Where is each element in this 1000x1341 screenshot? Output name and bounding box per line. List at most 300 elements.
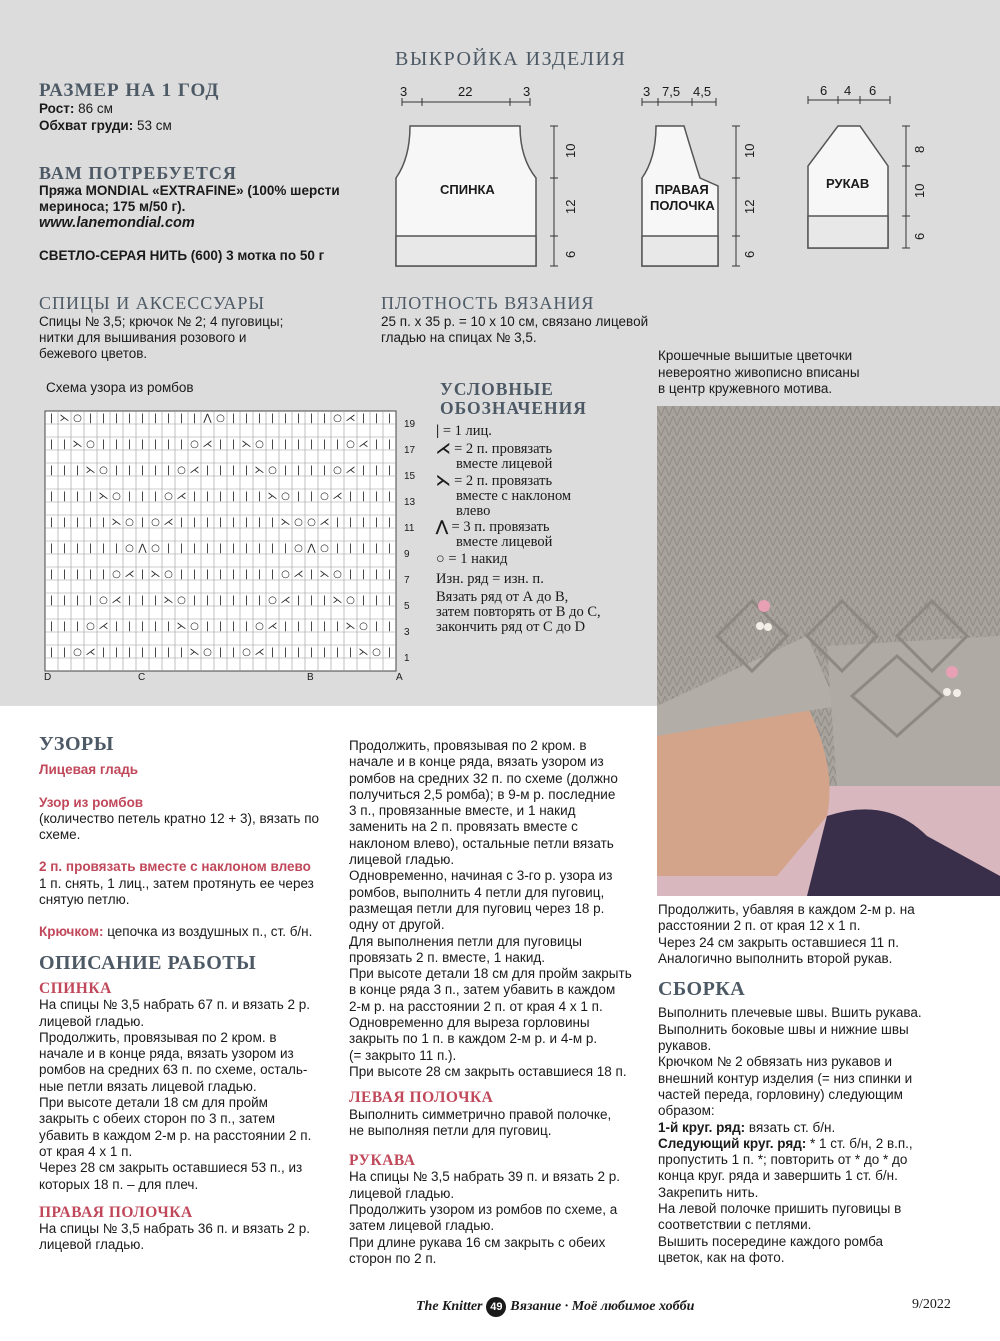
k3tog-symbol-icon: ⋀ <box>436 519 448 535</box>
pattern-schematic <box>380 78 980 278</box>
front-instructions <box>39 1221 334 1254</box>
chart-stitch-symbol: ⋋ <box>267 491 278 502</box>
front-continued <box>349 738 644 1080</box>
chart-stitch-symbol: | <box>361 491 366 502</box>
col2-line-9: Одновременно, начиная с 3-го р. узора из <box>349 868 613 884</box>
legend-k3tog: ⋀ = 3 п. провязать вместе лицевой <box>436 519 553 550</box>
chart-stitch-symbol: ⋋ <box>280 517 291 528</box>
chart-stitch-symbol: | <box>153 465 158 476</box>
chart-stitch-symbol: | <box>335 517 340 528</box>
chart-stitch-symbol: | <box>205 569 210 580</box>
chart-stitch-symbol: | <box>309 413 314 424</box>
chart-stitch-symbol: | <box>387 413 392 424</box>
chart-stitch-symbol: ○ <box>99 465 108 476</box>
front-piece <box>642 84 757 266</box>
chart-stitch-symbol: | <box>192 543 197 554</box>
chart-stitch-symbol: ⋌ <box>124 569 135 580</box>
sleeve-line-2: лицевой гладью. <box>349 1185 455 1201</box>
chart-stitch-symbol: | <box>335 647 340 658</box>
assembly-line-1: Выполнить плечевые швы. Вшить рукава. <box>658 1005 922 1021</box>
chart-stitch-symbol: ○ <box>216 413 225 424</box>
row-17: 17 <box>404 445 416 456</box>
chart-stitch-symbol: ⋌ <box>345 465 356 476</box>
chart-stitch-symbol: | <box>140 413 145 424</box>
ssk-line-2: снятую петлю. <box>39 892 130 908</box>
chart-stitch-symbol: | <box>127 595 132 606</box>
chart-stitch-symbol: ⋌ <box>293 569 304 580</box>
chart-stitch-symbol: | <box>244 569 249 580</box>
front-heading: ПРАВАЯ ПОЛОЧКА <box>39 1203 193 1221</box>
yarn-line-2: мериноса; 175 м/50 г). <box>39 199 186 214</box>
chart-stitch-symbol: ⋀ <box>203 413 212 424</box>
chart-stitch-symbol: ○ <box>177 465 186 476</box>
chart-stitch-symbol: | <box>296 491 301 502</box>
chart-stitch-symbol: ⋋ <box>150 569 161 580</box>
chart-stitch-symbol: | <box>75 595 80 606</box>
legend-ws-row: Изн. ряд = изн. п. <box>436 571 544 587</box>
back-line-8: закрыть с обеих сторон по 3 п., затем <box>39 1111 276 1127</box>
chart-stitch-symbol: | <box>270 569 275 580</box>
col2-line-4: получиться 2,5 ромба); в 9-м р. последние <box>349 786 616 802</box>
chart-stitch-symbol: | <box>348 491 353 502</box>
chart-stitch-symbol: ○ <box>203 647 212 658</box>
chart-stitch-symbol: ⋌ <box>332 491 343 502</box>
chart-stitch-symbol: | <box>244 491 249 502</box>
chart-stitch-symbol: | <box>179 413 184 424</box>
chart-stitch-symbol: | <box>49 569 54 580</box>
ssk-symbol-icon: ⋋ <box>436 473 451 489</box>
chart-stitch-symbol: ⋋ <box>59 413 70 424</box>
chart-stitch-symbol: | <box>179 517 184 528</box>
chart-stitch-symbol: | <box>296 647 301 658</box>
chart-stitch-symbol: | <box>205 517 210 528</box>
chart-stitch-symbol: | <box>322 413 327 424</box>
chart-stitch-symbol: | <box>205 543 210 554</box>
chart-stitch-symbol: | <box>374 621 379 632</box>
chart-stitch-symbol: | <box>231 647 236 658</box>
final-line-5: соответствии с петлями. <box>658 1217 812 1233</box>
back-dim-armhole: 10 <box>563 143 578 158</box>
chart-stitch-symbol: | <box>244 595 249 606</box>
col2-line-20: (= закрыто 11 п.). <box>349 1047 457 1063</box>
chart-stitch-symbol: | <box>179 439 184 450</box>
legend-ssk: ⋋ = 2 п. провязать вместе с наклоном влево <box>436 473 572 519</box>
ssk-heading: 2 п. провязать вместе с наклоном влево <box>39 859 311 875</box>
chart-stitch-symbol: | <box>179 569 184 580</box>
chart-stitch-symbol: | <box>296 621 301 632</box>
chart-stitch-symbol: | <box>270 413 275 424</box>
needles-line-1: Спицы № 3,5; крючок № 2; 4 пуговицы; <box>39 314 284 329</box>
chart-stitch-symbol: | <box>140 647 145 658</box>
col2-line-13: Для выполнения петли для пуговицы <box>349 933 582 949</box>
chart-stitch-symbol: ⋋ <box>319 569 330 580</box>
chart-stitch-symbol: | <box>127 465 132 476</box>
col2-line-19: закрыть по 1 п. в каждом 2-м р. и 4-м р. <box>349 1031 598 1047</box>
final-line-2: конца круг. ряда и завершить 1 ст. б/н. <box>658 1168 898 1184</box>
chart-stitch-symbol: | <box>361 543 366 554</box>
back-instructions <box>39 997 334 1193</box>
sleeve-line-4: затем лицевой гладью. <box>349 1218 495 1234</box>
chart-stitch-symbol: | <box>348 569 353 580</box>
chart-stitch-symbol: ⋋ <box>358 647 369 658</box>
chart-stitch-symbol: | <box>153 621 158 632</box>
row-3: 3 <box>404 627 410 638</box>
chart-stitch-symbol: | <box>231 595 236 606</box>
chart-stitch-symbol: ⋌ <box>163 517 174 528</box>
chart-stitch-symbol: ○ <box>190 621 199 632</box>
chart-stitch-symbol: | <box>283 439 288 450</box>
gauge-line-1: 25 п. х 35 р. = 10 х 10 см, связано лицевой <box>381 314 649 329</box>
chart-stitch-symbol: | <box>114 543 119 554</box>
chart-stitch-symbol: | <box>62 647 67 658</box>
chart-stitch-symbol: | <box>322 439 327 450</box>
col2-line-12: одну от другой. <box>349 917 445 933</box>
chart-stitch-symbol: | <box>361 595 366 606</box>
chart-stitch-symbol: | <box>296 439 301 450</box>
back-line-1: На спицы № 3,5 набрать 67 п. и вязать 2 р. <box>39 997 311 1013</box>
back-line-7: При высоте детали 18 см для пройм <box>39 1095 268 1111</box>
chart-stitch-symbol: | <box>374 543 379 554</box>
chart-stitch-symbol: | <box>348 543 353 554</box>
sleeves-heading: РУКАВА <box>349 1152 416 1170</box>
chart-stitch-symbol: | <box>49 621 54 632</box>
chart-stitch-symbol: | <box>257 491 262 502</box>
chart-stitch-symbol: ○ <box>242 647 251 658</box>
back-line-11: Через 28 см закрыть оставшиеся 53 п., из <box>39 1160 303 1176</box>
chart-stitch-symbol: | <box>257 517 262 528</box>
chart-stitch-symbol: | <box>218 491 223 502</box>
chart-stitch-symbol: | <box>374 465 379 476</box>
chart-stitch-symbol: | <box>75 543 80 554</box>
work-heading: ОПИСАНИЕ РАБОТЫ <box>39 951 257 974</box>
chart-stitch-symbol: | <box>387 465 392 476</box>
gauge-heading: ПЛОТНОСТЬ ВЯЗАНИЯ <box>381 293 595 313</box>
chart-stitch-symbol: | <box>166 465 171 476</box>
chart-stitch-symbol: | <box>101 413 106 424</box>
chart-stitch-symbol: | <box>218 569 223 580</box>
chart-stitch-symbol: | <box>322 595 327 606</box>
front-line-2: лицевой гладью. <box>39 1237 145 1253</box>
back-piece <box>396 84 578 266</box>
chart-stitch-symbol: | <box>309 491 314 502</box>
chart-stitch-symbol: | <box>374 439 379 450</box>
chart-stitch-symbol: | <box>205 595 210 606</box>
chart-stitch-symbol: ○ <box>151 517 160 528</box>
issue-number: 9/2022 <box>912 1297 951 1312</box>
label-a: A <box>396 672 403 683</box>
sleeves-instructions <box>349 1169 644 1267</box>
row-15: 15 <box>404 471 416 482</box>
chart-stitch-symbol: | <box>88 543 93 554</box>
col3-line-1: Продолжить, убавляя в каждом 2-м р. на <box>658 902 915 917</box>
sleeve-dim-cap: 8 <box>912 145 927 153</box>
chart-stitch-symbol: | <box>283 621 288 632</box>
photo-caption: Крошечные вышитые цветочки невероятно живописно вписаны в центр кружевного мотива. <box>658 348 860 396</box>
column-3 <box>658 902 958 1266</box>
hook-line: Крючком: цепочка из воздушных п., ст. б/н. <box>39 924 313 940</box>
chart-stitch-symbol: | <box>140 569 145 580</box>
chart-stitch-symbol: | <box>62 569 67 580</box>
row-19: 19 <box>404 419 416 430</box>
chart-stitch-symbol: ○ <box>164 491 173 502</box>
chart-stitch-symbol: ○ <box>320 543 329 554</box>
chart-stitch-symbol: | <box>75 491 80 502</box>
chart-stitch-symbol: ⋌ <box>176 491 187 502</box>
front-dim-1: 3 <box>643 84 651 99</box>
chart-stitch-symbol: ○ <box>346 439 355 450</box>
back-dim-neck: 22 <box>458 84 473 99</box>
sleeve-line-1: На спицы № 3,5 набрать 39 п. и вязать 2 р. <box>349 1169 621 1185</box>
sleeve-dim-body: 10 <box>912 183 927 198</box>
front-label-1: ПРАВАЯ <box>655 182 709 197</box>
col2-line-10: ромбов, выполнить 4 петли для пуговиц, <box>349 884 605 900</box>
row-13: 13 <box>404 497 416 508</box>
chart-stitch-symbol: | <box>296 595 301 606</box>
chart-stitch-symbol: | <box>166 439 171 450</box>
sleeve-line-6: сторон по 2 п. <box>349 1250 437 1266</box>
assembly-instructions <box>658 1005 958 1119</box>
back-label: СПИНКА <box>440 182 495 197</box>
chart-stitch-symbol: | <box>335 439 340 450</box>
chart-stitch-symbol: ⋋ <box>176 621 187 632</box>
sleeve-piece <box>808 83 927 248</box>
chart-stitch-symbol: | <box>387 647 392 658</box>
chart-stitch-symbol: | <box>75 621 80 632</box>
chart-stitch-symbol: | <box>348 517 353 528</box>
chart-stitch-symbol: ○ <box>112 569 121 580</box>
chart-stitch-symbol: ○ <box>268 595 277 606</box>
assembly-line-5: внешний контур изделия (= низ спинки и <box>658 1070 913 1086</box>
chart-stitch-symbol: | <box>244 543 249 554</box>
chart-stitch-symbol: | <box>153 595 158 606</box>
chart-stitch-symbol: ○ <box>359 621 368 632</box>
yarn-line-1: Пряжа MONDIAL «EXTRAFINE» (100% шерсти <box>39 183 340 198</box>
yarn-color: СВЕТЛО-СЕРАЯ НИТЬ (600) 3 мотка по 50 г <box>39 248 325 263</box>
chart-stitch-symbol: | <box>49 465 54 476</box>
assembly-heading: СБОРКА <box>658 978 746 1001</box>
chart-stitch-symbol: | <box>127 413 132 424</box>
chart-stitch-symbol: ○ <box>333 569 342 580</box>
chart-stitch-symbol: | <box>192 569 197 580</box>
left-front-instructions <box>349 1107 644 1140</box>
chart-stitch-symbol: | <box>88 595 93 606</box>
chart-stitch-symbol: ○ <box>151 543 160 554</box>
col2-line-3: ромбов на средних 32 п. по схеме (должно <box>349 770 618 786</box>
chart-stitch-symbol: | <box>361 569 366 580</box>
chart-stitch-symbol: | <box>283 647 288 658</box>
final-line-7: цветок, как на фото. <box>658 1249 785 1265</box>
chart-stitch-symbol: | <box>218 517 223 528</box>
col2-line-14: провязать 2 п. вместе, 1 накид. <box>349 949 545 965</box>
chart-stitch-symbol: | <box>309 439 314 450</box>
diamond-line-2: схеме. <box>39 827 81 843</box>
chart-stitch-symbol: | <box>127 647 132 658</box>
chart-stitch-symbol: ○ <box>281 491 290 502</box>
left-line-2: не выполняя петли для пуговиц. <box>349 1122 552 1138</box>
chart-stitch-symbol: | <box>309 569 314 580</box>
chart-stitch-symbol: | <box>140 517 145 528</box>
chart-stitch-symbol: ○ <box>86 439 95 450</box>
chart-stitch-symbol: ○ <box>255 621 264 632</box>
chart-stitch-symbol: | <box>374 569 379 580</box>
col2-line-7: наклоном влево), остальные петли вязать <box>349 835 614 851</box>
chart-stitch-symbol: | <box>101 569 106 580</box>
sleeves-continued <box>658 902 958 967</box>
chart-stitch-symbol: | <box>62 439 67 450</box>
chart-stitch-symbol: ○ <box>320 491 329 502</box>
back-line-5: ромбов на средних 63 п. по схеме, осталь- <box>39 1062 308 1078</box>
col2-line-11: размещая петли для пуговиц через 18 р. <box>349 900 605 916</box>
back-heading: СПИНКА <box>39 979 112 997</box>
chart-stitch-symbol: | <box>270 543 275 554</box>
chart-stitch-symbol: | <box>49 595 54 606</box>
chart-stitch-symbol: | <box>231 439 236 450</box>
chart-stitch-symbol: | <box>309 647 314 658</box>
label-d: D <box>44 672 52 683</box>
final-line-1: пропустить 1 п. *; повторить от * до * до <box>658 1152 908 1168</box>
chart-stitch-symbol: | <box>374 517 379 528</box>
chart-stitch-symbol: | <box>153 439 158 450</box>
front-dim-3: 4,5 <box>693 84 712 99</box>
chart-stitch-symbol: ○ <box>268 465 277 476</box>
assembly-line-7: образом: <box>658 1103 715 1119</box>
chart-stitch-symbol: ⋌ <box>280 595 291 606</box>
chart-stitch-symbol: ⋋ <box>98 491 109 502</box>
chart-stitch-symbol: ○ <box>73 647 82 658</box>
chart-stitch-symbol: | <box>361 517 366 528</box>
chart-stitch-symbol: | <box>88 413 93 424</box>
front-dim-armhole: 10 <box>742 143 757 158</box>
chart-stitch-symbol: ○ <box>307 517 316 528</box>
chart-stitch-symbol: ○ <box>177 595 186 606</box>
chart-stitch-symbol: | <box>88 569 93 580</box>
front-dim-rib: 6 <box>742 250 757 258</box>
chart-stitch-symbol: | <box>127 491 132 502</box>
col2-line-5: 3 п., провязанные вместе, и 1 накид <box>349 803 576 819</box>
chart-stitch-symbol: | <box>218 621 223 632</box>
col2-line-17: 2-м р. на расстоянии 2 п. от края 4 х 1 п. <box>349 998 603 1014</box>
final-line-6: Вышить посередине каждого ромба <box>658 1233 884 1249</box>
chart-stitch-symbol: | <box>192 517 197 528</box>
chart-stitch-symbol: | <box>257 543 262 554</box>
chart-stitch-symbol: ○ <box>255 439 264 450</box>
chart-stitch-symbol: | <box>192 595 197 606</box>
chart-stitch-symbol: | <box>309 465 314 476</box>
chart-stitch-symbol: | <box>49 517 54 528</box>
chart-stitch-symbol: | <box>140 621 145 632</box>
chart-stitch-symbol: | <box>140 595 145 606</box>
chart-stitch-symbol: | <box>153 491 158 502</box>
legend-yo: ○ = 1 накид <box>436 551 508 567</box>
needles-heading: СПИЦЫ И АКСЕССУАРЫ <box>39 293 266 313</box>
col3-line-2: расстоянии 2 п. от края 12 х 1 п. <box>658 918 861 934</box>
website-link[interactable]: www.lanemondial.com <box>39 215 195 231</box>
legend-heading: УСЛОВНЫЕ ОБОЗНАЧЕНИЯ <box>440 379 587 418</box>
chart-stitch-symbol: ⋌ <box>202 439 213 450</box>
chart-stitch-symbol: ⋋ <box>85 465 96 476</box>
next-round-line: Следующий круг. ряд: * 1 ст. б/н, 2 в.п., <box>658 1135 913 1151</box>
sleeve-dim-2: 4 <box>844 83 852 98</box>
chart-stitch-symbol: ○ <box>112 491 121 502</box>
chart-stitch-symbol: ○ <box>86 621 95 632</box>
footer-brand: The Knitter 49 Вязание · Моё любимое хобби <box>416 1297 694 1317</box>
chart-stitch-symbol: | <box>62 595 67 606</box>
chart-stitch-symbol: ○ <box>333 465 342 476</box>
chart-stitch-symbol: | <box>387 439 392 450</box>
page-number-badge: 49 <box>486 1297 506 1317</box>
label-b: B <box>307 672 314 683</box>
col2-line-21: При высоте 28 см закрыть оставшиеся 18 п. <box>349 1063 627 1079</box>
chart-stitch-symbol: ⋋ <box>163 595 174 606</box>
chart-stitch-symbol: | <box>153 647 158 658</box>
sleeve-label: РУКАВ <box>826 176 870 191</box>
chart-title: Схема узора из ромбов <box>46 380 194 395</box>
chart-stitch-symbol: | <box>218 595 223 606</box>
chart-stitch-symbol: ○ <box>164 569 173 580</box>
chart-stitch-symbol: | <box>270 439 275 450</box>
back-line-2: лицевой гладью. <box>39 1013 145 1029</box>
chart-stitch-symbol: | <box>49 543 54 554</box>
chart-stitch-symbol: | <box>140 465 145 476</box>
chart-stitch-symbol: ○ <box>73 413 82 424</box>
sleeve-dim-1: 6 <box>820 83 828 98</box>
final-line-3: Закрепить нить. <box>658 1184 759 1200</box>
chart-stitch-symbol: ⋌ <box>189 465 200 476</box>
k2tog-symbol-icon: ⋌ <box>436 441 451 457</box>
chart-stitch-symbol: | <box>88 491 93 502</box>
chart-stitch-symbol: | <box>127 439 132 450</box>
chart-stitch-symbol: | <box>75 465 80 476</box>
chart-stitch-symbol: | <box>387 491 392 502</box>
chart-stitch-symbol: | <box>387 543 392 554</box>
round1-line: 1-й круг. ряд: вязать ст. б/н. <box>658 1119 836 1135</box>
chart-stitch-symbol: | <box>244 465 249 476</box>
column-2 <box>349 738 644 1267</box>
needles-line-2: нитки для вышивания розового и <box>39 330 247 345</box>
assembly-line-3: рукавов. <box>658 1038 712 1054</box>
chart-stitch-symbol: | <box>114 465 119 476</box>
chart-stitch-symbol: ⋌ <box>319 517 330 528</box>
chart-stitch-symbol: ○ <box>346 595 355 606</box>
knit-symbol-icon: | <box>436 423 440 439</box>
chart-stitch-symbol: | <box>62 491 67 502</box>
chart-stitch-symbol: | <box>309 595 314 606</box>
chart-stitch-symbol: | <box>218 543 223 554</box>
sleeve-line-3: Продолжить узором из ромбов по схеме, а <box>349 1202 618 1218</box>
chart-stitch-symbol: | <box>101 647 106 658</box>
chart-stitch-symbol: | <box>49 413 54 424</box>
chart-stitch-symbol: | <box>374 491 379 502</box>
patterns-heading: УЗОРЫ <box>39 733 114 755</box>
chart-stitch-symbol: | <box>153 413 158 424</box>
chart-stitch-symbol: ⋋ <box>345 621 356 632</box>
chart-stitch-symbol: | <box>296 465 301 476</box>
chart-stitch-symbol: ⋋ <box>241 439 252 450</box>
chart-stitch-symbol: | <box>205 621 210 632</box>
chart-stitch-symbol: | <box>309 621 314 632</box>
chart-stitch-symbol: ○ <box>281 569 290 580</box>
chart-stitch-symbol: | <box>374 595 379 606</box>
chart-stitch-symbol: | <box>244 517 249 528</box>
row-1: 1 <box>404 653 410 664</box>
chart-stitch-symbol: | <box>322 647 327 658</box>
chart-stitch-symbol: | <box>335 621 340 632</box>
chart-stitch-symbol: | <box>179 647 184 658</box>
chart-stitch-symbol: ⋀ <box>307 543 316 554</box>
chart-stitch-symbol: | <box>114 413 119 424</box>
front-label-2: ПОЛОЧКА <box>650 198 715 213</box>
chart-stitch-symbol: ⋀ <box>138 543 147 554</box>
